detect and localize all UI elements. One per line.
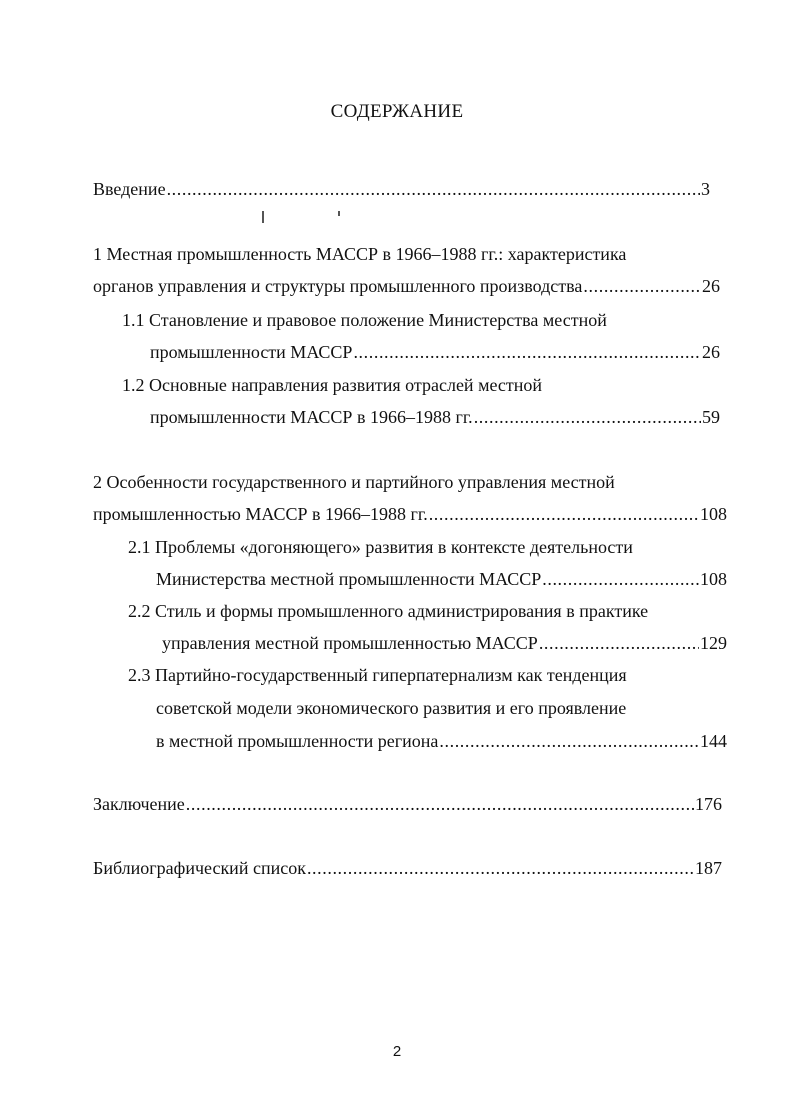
dot-leader [583,275,701,297]
toc-entry-conclusion[interactable] [93,793,722,815]
toc-page-number: 176 [695,794,722,814]
toc-section-2-1-heading[interactable]: 2.1 Проблемы «догоняющего» развития в контексте деятельности [128,537,633,557]
toc-entry-label: в местной промышленности региона [156,731,439,751]
toc-section-2-2-entry[interactable] [162,632,727,654]
dot-leader [474,406,701,428]
dot-leader [307,857,694,879]
toc-page-number: 108 [700,569,727,589]
toc-entry-bibliography[interactable] [93,857,722,879]
scan-artifact-mark [338,211,340,216]
toc-page-number: 26 [702,342,720,362]
toc-chapter-1-entry[interactable] [93,275,720,297]
toc-section-1-2-heading[interactable]: 1.2 Основные направления развития отраслей местной [122,375,543,395]
scan-artifact-mark [262,211,264,223]
page-title: СОДЕРЖАНИЕ [330,101,464,122]
toc-entry-label: Заключение [93,794,185,814]
toc-section-2-2-heading[interactable]: 2.2 Стиль и формы промышленного администрирования в практике [128,601,649,621]
dot-leader [429,503,699,525]
toc-chapter-1-heading[interactable]: 1 Местная промышленность МАССР в 1966–1988 гг.: характеристика [93,244,627,264]
toc-page-number: 26 [702,276,720,296]
toc-entry-label: промышленности МАССР [150,342,353,362]
toc-entry-intro[interactable] [93,178,710,200]
dot-leader [542,568,699,590]
toc-chapter-2-entry[interactable] [93,503,727,525]
dot-leader [539,632,699,654]
toc-page-number: 187 [695,858,722,878]
toc-page-number: 144 [700,731,727,751]
toc-page-number: 59 [702,407,720,427]
toc-entry-label: Министерства местной промышленности МАССР [156,569,542,589]
dot-leader [439,730,699,752]
toc-page-number: 129 [700,633,727,653]
toc-page-number: 108 [700,504,727,524]
toc-entry-label: промышленности МАССР в 1966–1988 гг. [150,407,473,427]
toc-section-1-1-entry[interactable] [150,341,720,363]
toc-entry-label: управления местной промышленностью МАССР [162,633,538,653]
toc-chapter-2-heading[interactable]: 2 Особенности государственного и партийного управления местной [93,472,615,492]
toc-entry-label: промышленностью МАССР в 1966–1988 гг. [93,504,428,524]
toc-page-number: 3 [701,179,710,199]
toc-section-2-3-entry[interactable] [156,730,727,752]
page-number: 2 [392,1043,402,1060]
dot-leader [186,793,694,815]
toc-entry-label: органов управления и структуры промышленного производства [93,276,583,296]
toc-entry-label: Библиографический список [93,858,306,878]
dot-leader [167,178,700,200]
toc-section-2-1-entry[interactable] [156,568,727,590]
dot-leader [353,341,701,363]
toc-section-1-1-heading[interactable]: 1.1 Становление и правовое положение Министерства местной [122,310,607,330]
toc-section-2-3-heading[interactable]: 2.3 Партийно-государственный гиперпатернализм как тенденция [128,665,627,685]
toc-section-2-3-continuation[interactable]: советской модели экономического развития и его проявление [156,698,627,718]
toc-section-1-2-entry[interactable] [150,406,720,428]
toc-entry-label: Введение [93,179,166,199]
